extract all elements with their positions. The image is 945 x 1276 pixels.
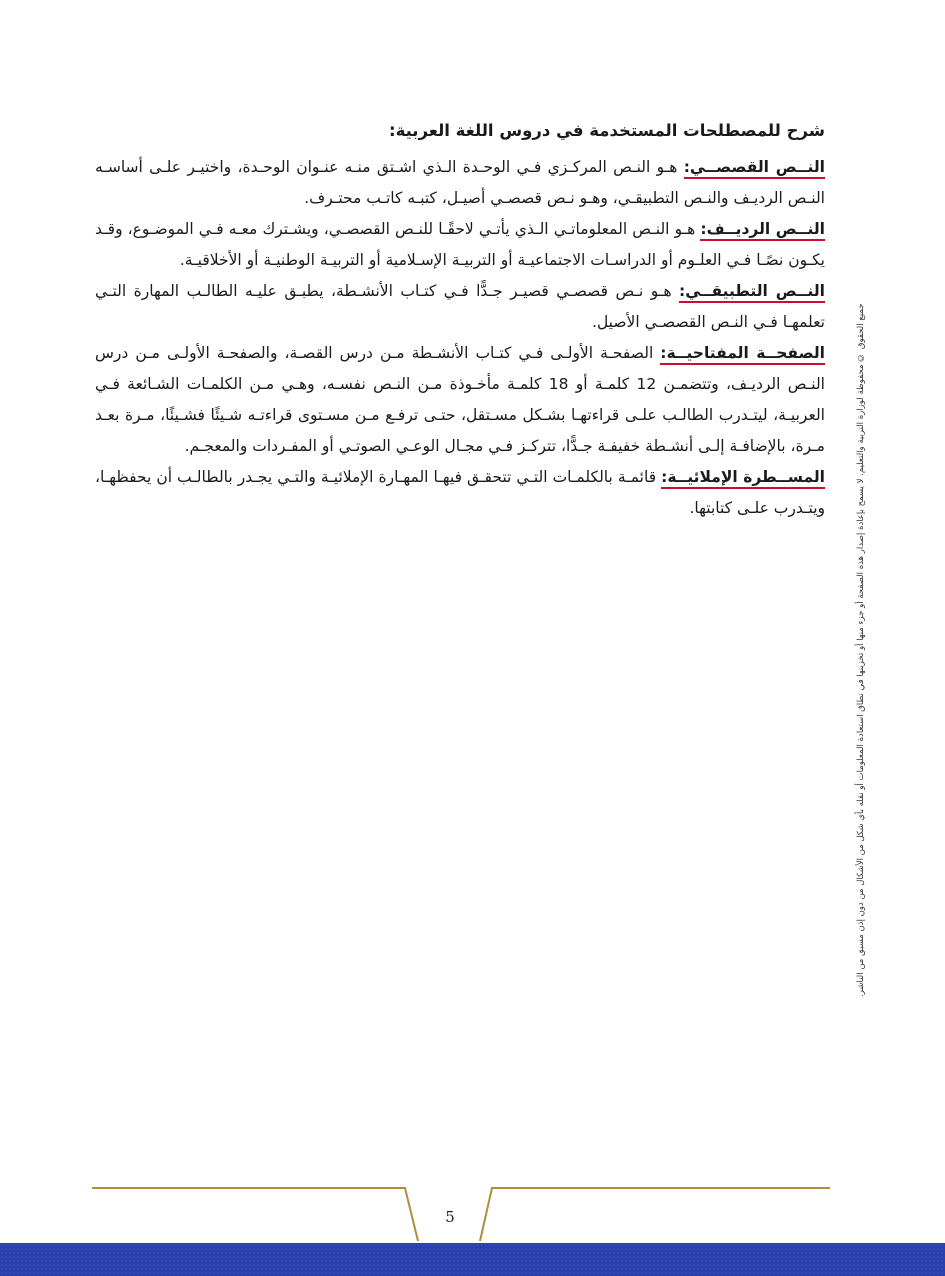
page-number: 5 bbox=[445, 1208, 455, 1226]
entry-applied-text bbox=[95, 276, 825, 338]
footer-decoration bbox=[0, 1183, 945, 1243]
page-heading: شرح للمصطلحات المستخدمة في دروس اللغة العربية: bbox=[388, 121, 825, 140]
definition: هـو النـص المركـزي فـي الوحـدة الـذي اشـتق منـه عنـوان الوحـدة، واختيـر علـى أساسـه النـص الرديـف والنـص التطبيقـي، وهـو نـص قصصـي أصيـل، كتبـه كاتـب محتـرف. bbox=[95, 158, 825, 207]
definition: قائمـة بالكلمـات التـي تتحقـق فيهـا المهـارة الإملائيـة والتـي يجـدر بالطالـب أن يحفظهـا، ويتـدرب علـى كتابتها. bbox=[95, 468, 825, 517]
definition: الصفحـة الأولـى فـي كتـاب الأنشـطة مـن درس القصـة، والصفحـة الأولـى مـن درس النـص الرديـف، وتتضمـن 12 كلمـة أو 18 كلمـة مأخـوذة مـن النـص نفسـه، وهـي مـن الكلمـات الشـائعة فـي العربيـة، ليتـدرب الطالـب علـى قراءتهـا بشـكل مسـتقل، حتـى ترفـع مـن مسـتوى قراءتـه شـيئًا فشـيئًا، مـرة بعـد مـرة، بالإضافـة إلـى أنشـطة خفيفـة جـدًّا، تتركـز فـي مجـال الوعـي الصوتـي أو المفـردات والمعجـم. bbox=[95, 344, 825, 455]
entry-spelling-ruler bbox=[95, 462, 825, 524]
definition: هـو نـص قصصـي قصيـر جـدًّا فـي كتـاب الأنشـطة، يطبـق عليـه الطالـب المهارة التـي تعلمهـا فـي النـص القصصـي الأصيل. bbox=[95, 282, 825, 331]
term-spelling-ruler: المســطرة الإملائيــة: bbox=[661, 468, 825, 489]
main-content bbox=[95, 118, 825, 524]
term-key-page: الصفحــة المفتاحيــة: bbox=[660, 344, 825, 365]
term-narrative-text: النــص القصصــي: bbox=[684, 158, 825, 179]
term-companion-text: النــص الرديــف: bbox=[700, 220, 825, 241]
term-applied-text: النــص التطبيقــي: bbox=[679, 282, 825, 303]
bottom-band bbox=[0, 1243, 945, 1276]
copyright-note: جميع الحقوق © محفوظة لوزارة التربية والتعليم. لا يسمح بإعادة إصدار هذه الصفحة أو جزء منها أو تخزينها في نطاق استعادة المعلومات أو نقله بأي شكل من الأشكال من دون إذن مسبق من الناشر. bbox=[856, 303, 866, 997]
entry-key-page bbox=[95, 338, 825, 462]
entry-narrative-text bbox=[95, 152, 825, 214]
entry-companion-text bbox=[95, 214, 825, 276]
definition: هـو النـص المعلوماتـي الـذي يأتـي لاحقًـا للنـص القصصـي، ويشـترك معـه فـي الموضـوع، وقـد يكـون نصًـا فـي العلـوم أو الدراسـات الاجتماعيـة أو التربيـة الإسـلامية أو التربيـة الوطنيـة أو الأخلاقيـة. bbox=[95, 220, 825, 269]
